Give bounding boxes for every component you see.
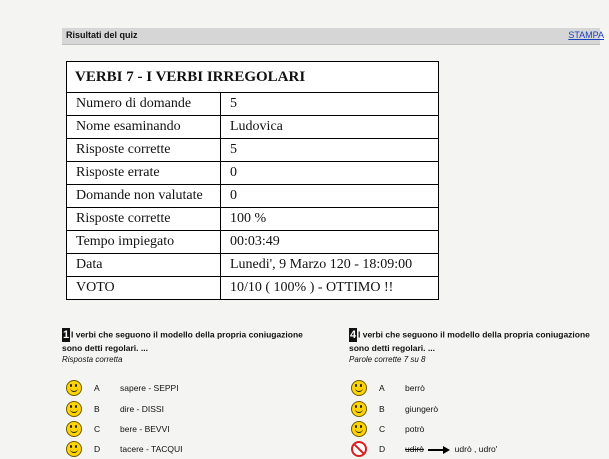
answer-row bbox=[66, 419, 316, 439]
summary-label: Numero di domande bbox=[67, 93, 221, 116]
summary-label: Nome esaminando bbox=[67, 116, 221, 139]
smiley-icon bbox=[66, 401, 82, 417]
answer-letter: C bbox=[94, 424, 101, 434]
answer-row bbox=[66, 378, 316, 398]
summary-row bbox=[67, 139, 438, 162]
smiley-icon bbox=[66, 441, 82, 457]
answer-letter: D bbox=[94, 444, 101, 454]
quiz-title: VERBI 7 - I VERBI IRREGOLARI bbox=[67, 62, 438, 93]
summary-row bbox=[67, 93, 438, 116]
arrow-right-icon bbox=[428, 446, 450, 454]
summary-row bbox=[67, 208, 438, 231]
answer-text: berrò bbox=[405, 383, 425, 393]
question-4 bbox=[349, 328, 609, 366]
summary-value: 0 bbox=[221, 162, 439, 185]
summary-row bbox=[67, 185, 438, 208]
prohibited-icon bbox=[351, 441, 367, 457]
question-text bbox=[62, 328, 322, 354]
summary-rows bbox=[67, 93, 438, 299]
answer-text: dire - DISSI bbox=[120, 404, 164, 414]
summary-value: 100 % bbox=[221, 208, 439, 231]
answer-row bbox=[66, 439, 316, 459]
answer-text: potrò bbox=[405, 424, 425, 434]
summary-row bbox=[67, 254, 438, 277]
answer-text: giungerò bbox=[405, 404, 439, 414]
summary-row bbox=[67, 277, 438, 300]
summary-value: 0 bbox=[221, 185, 439, 208]
smiley-icon bbox=[351, 380, 367, 396]
summary-label: VOTO bbox=[67, 277, 221, 300]
correct-answer: udrò , udro' bbox=[454, 444, 498, 454]
question-prompt: I verbi che seguono il modello della propria coniugazione sono detti regolari. ... bbox=[349, 329, 590, 353]
summary-label: Risposte corrette bbox=[67, 208, 221, 231]
answer-text: tacere - TACQUI bbox=[120, 444, 183, 454]
results-header-bar bbox=[62, 28, 604, 45]
summary-value: Lunedi', 9 Marzo 120 - 18:09:00 bbox=[221, 254, 439, 277]
question-status: Risposta corretta bbox=[62, 355, 123, 364]
question-prompt: I verbi che seguono il modello della propria coniugazione sono detti regolari. ... bbox=[62, 329, 303, 353]
summary-label: Tempo impiegato bbox=[67, 231, 221, 254]
answer-letter: D bbox=[379, 444, 386, 454]
summary-value: 00:03:49 bbox=[221, 231, 439, 254]
answer-letter: C bbox=[379, 424, 386, 434]
summary-row bbox=[67, 162, 438, 185]
summary-value: 10/10 ( 100% ) - OTTIMO !! bbox=[221, 277, 439, 300]
results-title: Risultati del quiz bbox=[66, 30, 138, 40]
answer-letter: B bbox=[94, 404, 100, 414]
answer-row bbox=[66, 399, 316, 419]
summary-label: Risposte errate bbox=[67, 162, 221, 185]
summary-value: 5 bbox=[230, 96, 237, 111]
wrong-answer: udirò bbox=[405, 444, 424, 454]
summary-label: Data bbox=[67, 254, 221, 277]
answer-row bbox=[351, 439, 601, 459]
answer-letter: B bbox=[379, 404, 385, 414]
answer-letter: A bbox=[94, 383, 100, 393]
answer-text: sapere - SEPPI bbox=[120, 383, 179, 393]
answer-text-wrong bbox=[405, 444, 497, 454]
summary-label: Domande non valutate bbox=[67, 185, 221, 208]
smiley-icon bbox=[351, 421, 367, 437]
smiley-icon bbox=[351, 401, 367, 417]
question-text bbox=[349, 328, 609, 354]
question-number: 4 bbox=[349, 329, 357, 341]
question-number: 1 bbox=[62, 329, 70, 341]
smiley-icon bbox=[66, 380, 82, 396]
question-status: Parole corrette 7 su 8 bbox=[349, 355, 426, 364]
quiz-summary-table bbox=[66, 61, 439, 300]
answer-row bbox=[351, 419, 601, 439]
print-link[interactable]: STAMPA bbox=[568, 30, 604, 40]
summary-row bbox=[67, 116, 438, 139]
summary-value: 5 bbox=[221, 139, 439, 162]
summary-value: Ludovica bbox=[221, 116, 439, 139]
summary-row bbox=[67, 231, 438, 254]
summary-label: Risposte corrette bbox=[67, 139, 221, 162]
answer-row bbox=[351, 399, 601, 419]
question-1 bbox=[62, 328, 322, 366]
answer-letter: A bbox=[379, 383, 385, 393]
answer-row bbox=[351, 378, 601, 398]
answer-text: bere - BEVVI bbox=[120, 424, 170, 434]
smiley-icon bbox=[66, 421, 82, 437]
